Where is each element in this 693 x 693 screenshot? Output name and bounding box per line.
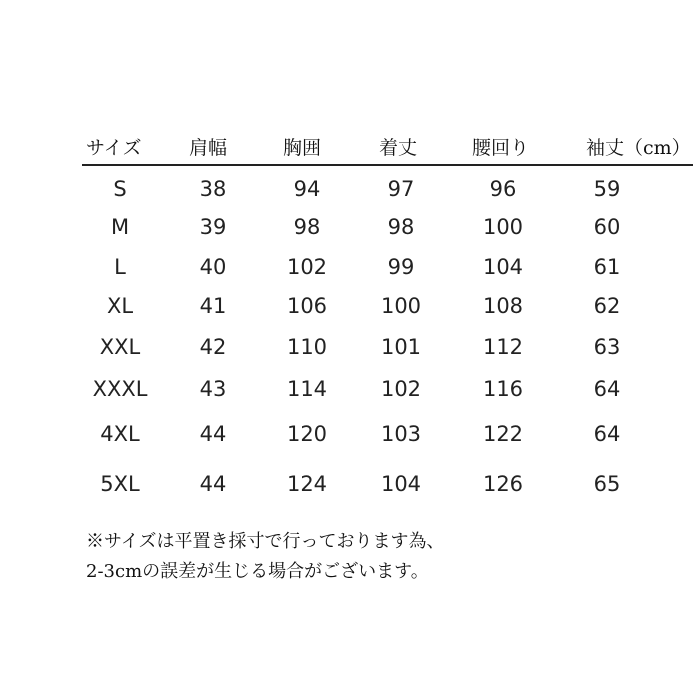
cell-length: 102 [380, 377, 422, 401]
cell-length: 99 [387, 255, 415, 279]
cell-shoulder-width: 44 [199, 422, 227, 446]
cell-length: 100 [380, 294, 422, 318]
cell-length: 97 [387, 177, 415, 201]
cell-size: L [114, 255, 126, 279]
header-waist: 腰回り [472, 137, 530, 159]
cell-size: M [110, 215, 130, 239]
header-length: 着丈 [379, 137, 418, 159]
cell-waist: 122 [482, 422, 524, 446]
cell-shoulder-width: 40 [199, 255, 227, 279]
cell-shoulder-width: 43 [199, 377, 227, 401]
note-line-1: ※サイズは平置き採寸で行っております為、 [86, 531, 445, 552]
cell-chest: 120 [286, 422, 328, 446]
cell-length: 101 [380, 335, 422, 359]
header-sleeve: 袖丈（cm） [586, 137, 691, 159]
table-row [0, 372, 693, 406]
cell-length: 104 [380, 472, 422, 496]
cell-chest: 94 [293, 177, 321, 201]
cell-waist: 104 [482, 255, 524, 279]
cell-length: 98 [387, 215, 415, 239]
cell-size: XXL [99, 335, 141, 359]
cell-size: 5XL [100, 472, 140, 496]
header-size: サイズ [86, 137, 142, 159]
cell-sleeve: 59 [593, 177, 621, 201]
cell-chest: 110 [286, 335, 328, 359]
table-row [0, 330, 693, 364]
cell-chest: 114 [286, 377, 328, 401]
table-row [0, 289, 693, 323]
cell-shoulder-width: 42 [199, 335, 227, 359]
cell-waist: 126 [482, 472, 524, 496]
cell-waist: 108 [482, 294, 524, 318]
header-chest: 胸囲 [283, 137, 322, 159]
cell-sleeve: 65 [593, 472, 621, 496]
cell-chest: 102 [286, 255, 328, 279]
cell-chest: 124 [286, 472, 328, 496]
cell-sleeve: 61 [593, 255, 621, 279]
cell-shoulder-width: 44 [199, 472, 227, 496]
cell-waist: 116 [482, 377, 524, 401]
cell-sleeve: 64 [593, 422, 621, 446]
cell-sleeve: 62 [593, 294, 621, 318]
header-shoulder-width: 肩幅 [189, 137, 228, 159]
cell-shoulder-width: 41 [199, 294, 227, 318]
table-row [0, 210, 693, 244]
cell-sleeve: 63 [593, 335, 621, 359]
cell-waist: 112 [482, 335, 524, 359]
cell-size: S [113, 177, 127, 201]
cell-sleeve: 64 [593, 377, 621, 401]
cell-size: XL [106, 294, 134, 318]
table-row [0, 467, 693, 501]
cell-length: 103 [380, 422, 422, 446]
cell-waist: 96 [489, 177, 517, 201]
cell-waist: 100 [482, 215, 524, 239]
cell-chest: 98 [293, 215, 321, 239]
cell-shoulder-width: 39 [199, 215, 227, 239]
cell-size: 4XL [100, 422, 140, 446]
header-divider [82, 164, 693, 166]
cell-size: XXXL [92, 377, 148, 401]
table-header [0, 132, 693, 164]
cell-shoulder-width: 38 [199, 177, 227, 201]
table-row [0, 172, 693, 206]
table-row [0, 417, 693, 451]
cell-chest: 106 [286, 294, 328, 318]
note-line-2: 2-3cmの誤差が生じる場合がございます。 [86, 561, 429, 582]
cell-sleeve: 60 [593, 215, 621, 239]
table-row [0, 250, 693, 284]
